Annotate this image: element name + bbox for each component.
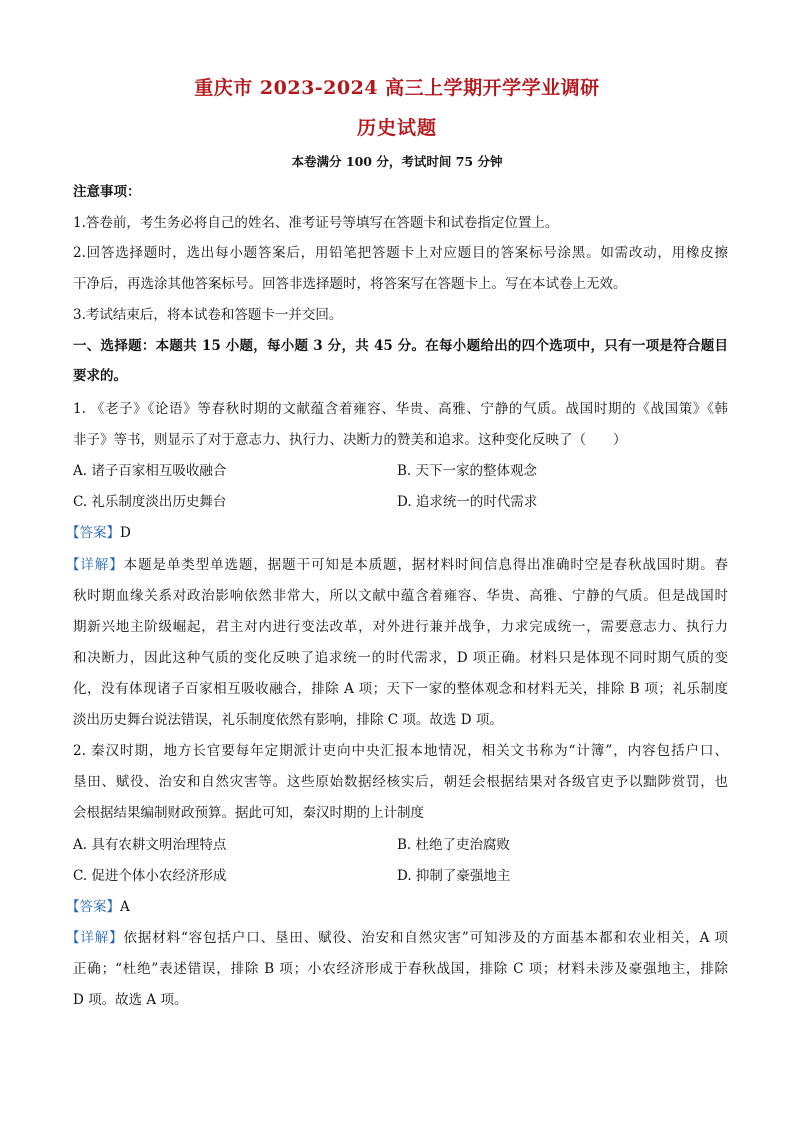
q1-option-b: B. 天下一家的整体观念 xyxy=(397,463,538,479)
note-item-3: 3.考试结束后，将本试卷和答题卡一并交回。 xyxy=(73,307,343,323)
q1-option-d: D. 追求统一的时代需求 xyxy=(397,494,538,510)
q2-option-b: B. 杜绝了吏治腐败 xyxy=(397,837,511,853)
q2-detail-text-1: 依据材料“容包括户口、垦田、赋役、治安和自然灾害”可知涉及的方面基本都和农业相关，A 项 xyxy=(123,930,729,946)
q1-detail-line-2: 秋时期血缘关系对政治影响依然非常大，所以文献中蕴含着雍容、华贵、高雅、宁静的气质。但是战国时 xyxy=(73,588,728,604)
q1-stem-line-1: 1. 《老子》《论语》等春秋时期的文献蕴含着雍容、华贵、高雅、宁静的气质。战国时期的《战国策》《韩 xyxy=(73,401,728,417)
q1-detail-line-6: 淡出历史舞台说法错误，礼乐制度依然有影响，排除 C 项。故选 D 项。 xyxy=(73,712,503,728)
q1-answer xyxy=(66,523,721,543)
note-item-1: 1.答卷前，考生务必将自己的姓名、准考证号等填写在答题卡和试卷指定位置上。 xyxy=(73,215,559,231)
q1-stem-line-2: 非子》等书，则显示了对于意志力、执行力、决断力的赞美和追求。这种变化反映了（ ） xyxy=(73,432,627,448)
q1-option-c: C. 礼乐制度淡出历史舞台 xyxy=(73,494,227,510)
q2-stem-line-2: 垦田、赋役、治安和自然灾害等。这些原始数据经核实后，朝廷会根据结果对各级官吏予以黜陟赏罚，也 xyxy=(73,774,728,790)
notes-heading: 注意事项： xyxy=(73,184,141,200)
q2-option-a: A. 具有农耕文明治理特点 xyxy=(73,837,227,853)
q2-answer xyxy=(66,897,721,917)
q1-answer-value: D xyxy=(120,525,131,541)
subject-title: 历史试题 xyxy=(356,117,437,139)
q2-answer-tag: 【答案】 xyxy=(66,899,120,915)
q1-detail-line-3: 期新兴地主阶级崛起，君主对内进行变法改革，对外进行兼并战争，力求完成统一，需要意志力、执行力 xyxy=(73,619,728,635)
q1-detail-line-1 xyxy=(66,555,728,575)
q2-stem-line-3: 会根据结果编制财政预算。据此可知，秦汉时期的上计制度 xyxy=(73,805,424,821)
q1-detail-line-5: 化，没有体现诸子百家相互吸收融合，排除 A 项；天下一家的整体观念和材料无关，排除 B 项；礼乐制度 xyxy=(73,681,728,697)
q1-option-a: A. 诸子百家相互吸收融合 xyxy=(73,463,227,479)
q2-option-d: D. 抑制了豪强地主 xyxy=(397,868,511,884)
q2-answer-value: A xyxy=(120,899,130,915)
section-heading-line-2: 要求的。 xyxy=(73,368,127,384)
exam-title: 重庆市 2023-2024 高三上学期开学学业调研 xyxy=(194,77,600,99)
q1-detail-tag: 【详解】 xyxy=(66,557,124,573)
q2-detail-line-3: D 项。故选 A 项。 xyxy=(73,992,188,1008)
note-item-2-line-1: 2.回答选择题时，选出每小题答案后，用铅笔把答题卡上对应题目的答案标号涂黑。如需改动，用橡皮擦 xyxy=(73,245,728,261)
q1-answer-tag: 【答案】 xyxy=(66,525,120,541)
q1-detail-line-4: 和决断力，因此这种气质的变化反映了追求统一的时代需求，D 项正确。材料只是体现不同时期气质的变 xyxy=(73,650,728,666)
section-heading-line-1: 一、选择题：本题共 15 小题，每小题 3 分，共 45 分。在每小题给出的四个选项中，只有一项是符合题目 xyxy=(73,338,728,354)
exam-info: 本卷满分 100 分，考试时间 75 分钟 xyxy=(291,154,503,169)
q2-detail-line-1 xyxy=(66,928,728,948)
note-item-2-line-2: 干净后，再选涂其他答案标号。回答非选择题时，将答案写在答题卡上。写在本试卷上无效。 xyxy=(73,276,627,292)
q1-detail-text-1: 本题是单类型单选题，据题干可知是本质题，据材料时间信息得出准确时空是春秋战国时期。春 xyxy=(123,557,729,573)
q2-detail-line-2: 正确；“杜绝”表述错误，排除 B 项；小农经济形成于春秋战国，排除 C 项；材料未涉及豪强地主，排除 xyxy=(73,961,728,977)
q2-option-c: C. 促进个体小农经济形成 xyxy=(73,868,227,884)
q2-detail-tag: 【详解】 xyxy=(66,930,124,946)
q2-stem-line-1: 2. 秦汉时期，地方长官要每年定期派计吏向中央汇报本地情况，相关文书称为“计簿”，内容包括户口、 xyxy=(73,743,728,759)
